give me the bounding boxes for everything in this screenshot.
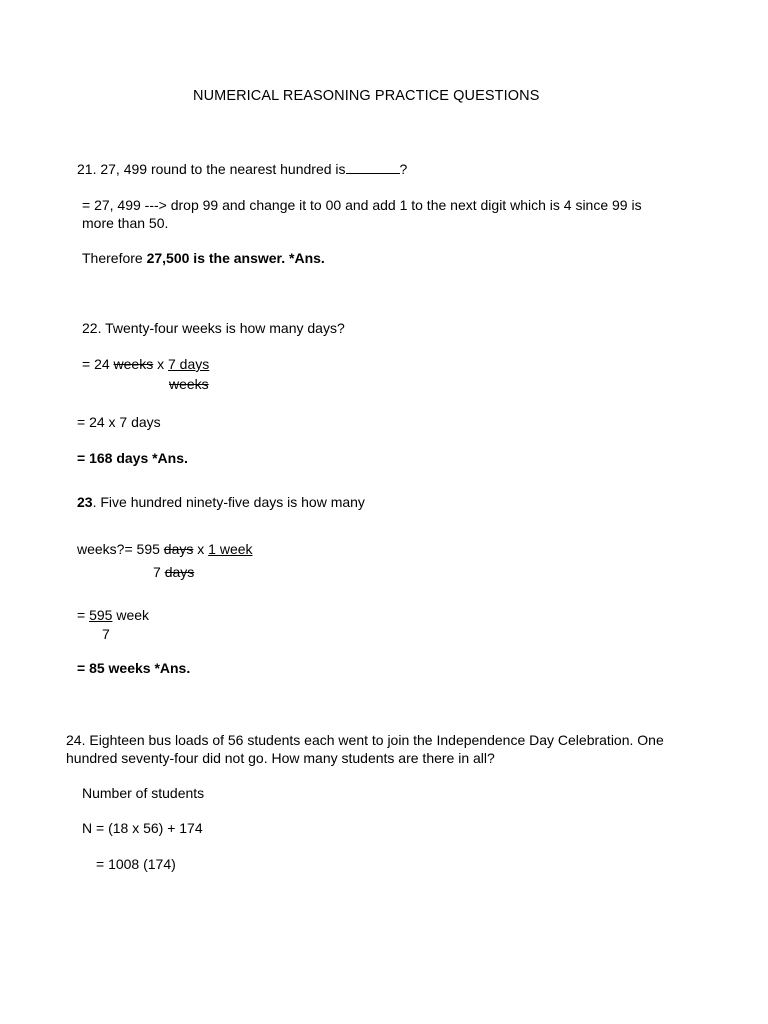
q22-eq1-cancelled-unit: weeks (113, 356, 154, 372)
q23-eq1-den-cancelled-unit: days (164, 564, 195, 580)
q22-eq1-prefix: = 24 (82, 356, 114, 372)
q21-question-mark: ? (399, 161, 408, 177)
q23-eq1-times: x (193, 541, 209, 557)
q23-question-text: . Five hundred ninety-five days is how many (92, 494, 365, 510)
q22-equation1 (82, 355, 209, 373)
q24-label: Number of students (82, 785, 205, 801)
q23-equation1 (77, 540, 253, 558)
q23-eq2-numerator: 595 (89, 607, 113, 623)
q22-equation2: = 24 x 7 days (77, 414, 161, 430)
q21-solution-line2: more than 50. (82, 215, 169, 231)
q21-solution-line1: = 27, 499 ---> drop 99 and change it to 00 and add 1 to the next digit which is 4 since 99 is (82, 197, 642, 213)
q21-answer-bold: 27,500 is the answer. *Ans. (146, 250, 325, 266)
q24-question-line2: hundred seventy-four did not go. How many students are there in all? (66, 750, 495, 766)
q24-equation2: = 1008 (174) (96, 856, 176, 872)
q21-question-text: 21. 27, 499 round to the nearest hundred is (77, 161, 346, 177)
q23-eq2-denominator: 7 (102, 626, 110, 642)
q23-eq1-denominator (153, 563, 194, 581)
q23-eq1-prefix: weeks?= 595 (77, 541, 164, 557)
q23-eq1-den-number: 7 (153, 564, 165, 580)
answer-blank (346, 161, 400, 174)
q22-question: 22. Twenty-four weeks is how many days? (82, 320, 345, 336)
q23-equation2 (77, 606, 149, 624)
q22-answer (77, 449, 188, 467)
q23-question-number: 23 (77, 494, 93, 510)
q21-question (77, 160, 407, 178)
q23-answer (77, 659, 190, 677)
q21-answer (82, 249, 325, 267)
q23-eq2-prefix: = (77, 607, 90, 623)
q22-eq1-denominator: weeks (169, 376, 209, 392)
q23-question (77, 493, 365, 511)
q22-eq1-numerator: 7 days (168, 356, 210, 372)
q23-eq1-numerator: 1 week (208, 541, 253, 557)
q22-answer-bold: = 168 days *Ans. (77, 450, 188, 466)
q21-answer-prefix: Therefore (82, 250, 147, 266)
page-title: NUMERICAL REASONING PRACTICE QUESTIONS (193, 88, 540, 104)
q24-question-line1: 24. Eighteen bus loads of 56 students each went to join the Independence Day Celebration. One (66, 732, 664, 748)
q23-eq2-unit: week (112, 607, 150, 623)
q22-eq1-times: x (153, 356, 168, 372)
q23-eq1-cancelled-unit: days (163, 541, 194, 557)
q24-equation1: N = (18 x 56) + 174 (82, 820, 203, 836)
q23-answer-bold: = 85 weeks *Ans. (77, 660, 191, 676)
